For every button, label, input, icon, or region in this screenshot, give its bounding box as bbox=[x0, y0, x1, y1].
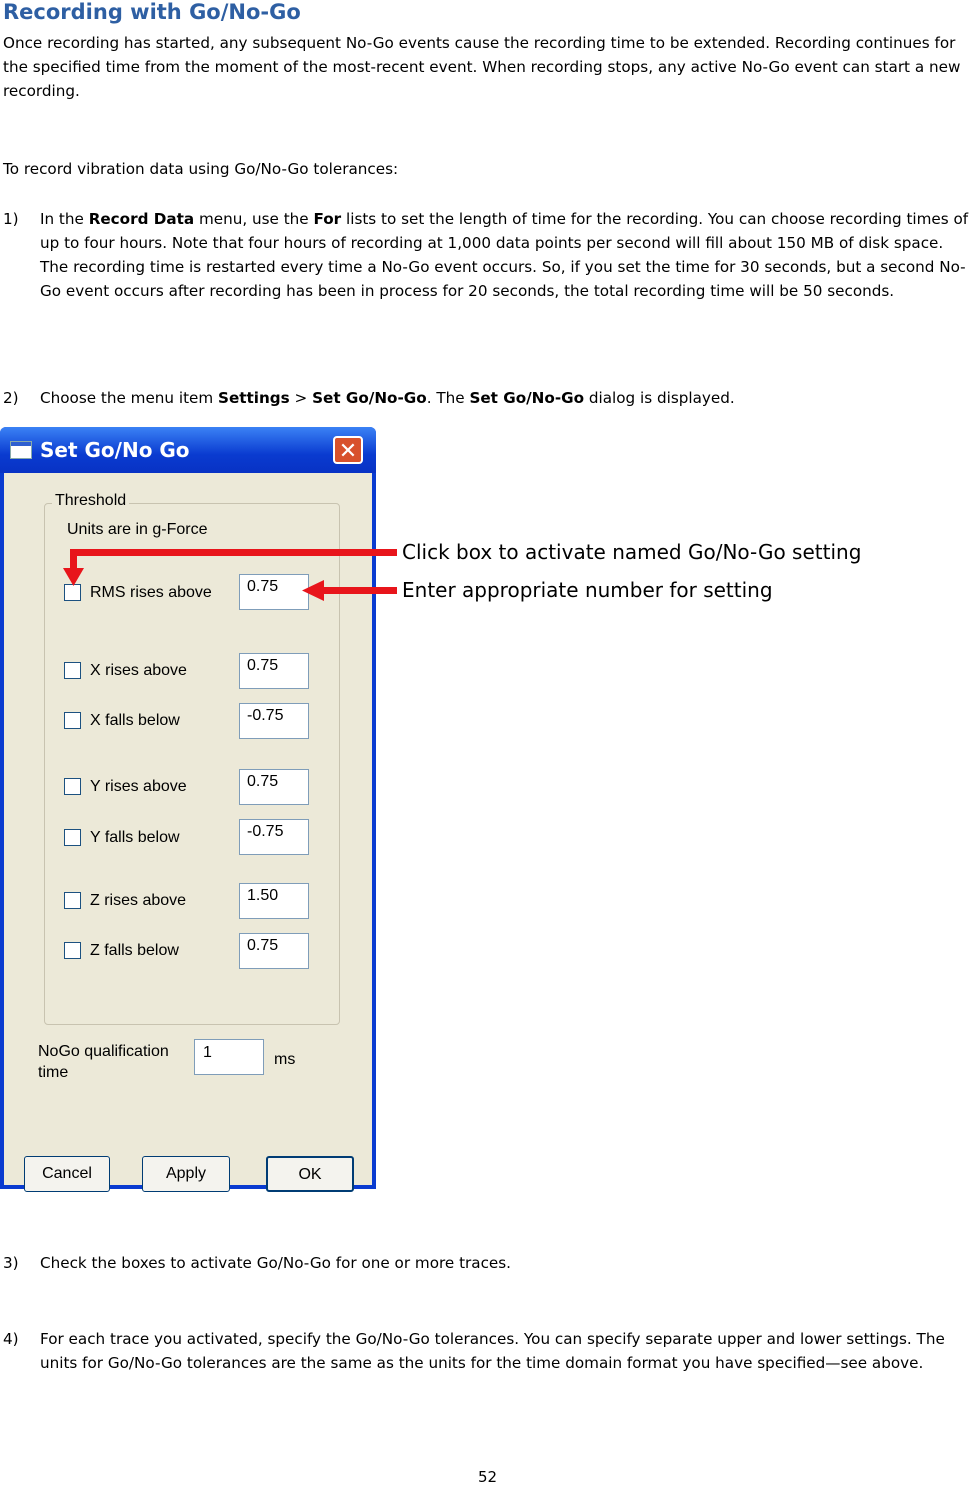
y-falls-checkbox[interactable] bbox=[64, 829, 81, 846]
nogo-qualification-label: NoGo qualification time bbox=[38, 1043, 169, 1081]
x-falls-label: X falls below bbox=[90, 712, 180, 729]
x-rises-label: X rises above bbox=[90, 662, 187, 679]
step-text: Check the boxes to activate Go/No-Go for one or more traces. bbox=[40, 1254, 512, 1272]
y-falls-label: Y falls below bbox=[90, 829, 180, 846]
arrow-head-left-icon bbox=[302, 580, 324, 601]
step-number: 3) bbox=[3, 1254, 19, 1272]
checkbox-callout-arrow bbox=[70, 549, 397, 556]
y-rises-label: Y rises above bbox=[90, 778, 187, 795]
dialog-title: Set Go/No Go bbox=[40, 438, 190, 462]
set-go-no-go-dialog bbox=[0, 427, 376, 1189]
z-rises-input[interactable]: 1.50 bbox=[239, 883, 309, 919]
z-falls-input[interactable]: 0.75 bbox=[239, 933, 309, 969]
threshold-group-label: Threshold bbox=[52, 492, 129, 510]
number-callout-text: Enter appropriate number for setting bbox=[402, 578, 773, 602]
page-number: 52 bbox=[477, 1468, 498, 1486]
rms-rises-label: RMS rises above bbox=[90, 584, 212, 601]
y-rises-input[interactable]: 0.75 bbox=[239, 769, 309, 805]
step-text: For each trace you activated, specify the Go/No-Go tolerances. You can specify separate upper and lower settings. The units for Go/No-Go tolerances are the same as the units for the time domain format you have specified—see above. bbox=[40, 1330, 945, 1372]
step-number: 4) bbox=[3, 1330, 19, 1348]
close-icon[interactable]: ✕ bbox=[333, 436, 363, 464]
rms-rises-checkbox[interactable] bbox=[64, 584, 81, 601]
step-text: In the Record Data menu, use the For lists to set the length of time for the recording. You can choose recording times of up to four hours. Note that four hours of recording at 1,000 data points per second will fill about 150 MB of disk space. The recording time is restarted every time a No-Go event occurs. So, if you set the time for 30 seconds, but a second No-Go event occurs after recording has been in process for 20 seconds, the total recording time will be 50 seconds. bbox=[40, 210, 969, 300]
cancel-button[interactable]: Cancel bbox=[24, 1156, 110, 1192]
rms-rises-input[interactable]: 0.75 bbox=[239, 574, 309, 610]
ok-button[interactable]: OK bbox=[266, 1156, 354, 1192]
z-rises-checkbox[interactable] bbox=[64, 892, 81, 909]
step-text: Choose the menu item Settings > Set Go/No-Go. The Set Go/No-Go dialog is displayed. bbox=[40, 389, 735, 407]
ms-unit-label: ms bbox=[274, 1051, 296, 1068]
checkbox-callout-text: Click box to activate named Go/No-Go setting bbox=[402, 540, 862, 564]
window-icon bbox=[10, 441, 32, 459]
y-rises-checkbox[interactable] bbox=[64, 778, 81, 795]
arrow-head-down-icon bbox=[63, 568, 84, 586]
dialog-titlebar bbox=[0, 427, 376, 473]
x-rises-input[interactable]: 0.75 bbox=[239, 653, 309, 689]
units-label: Units are in g-Force bbox=[67, 521, 208, 538]
step-number: 1) bbox=[3, 210, 19, 228]
y-falls-input[interactable]: -0.75 bbox=[239, 819, 309, 855]
z-falls-label: Z falls below bbox=[90, 942, 179, 959]
x-falls-input[interactable]: -0.75 bbox=[239, 703, 309, 739]
step-number: 2) bbox=[3, 389, 19, 407]
z-rises-label: Z rises above bbox=[90, 892, 187, 909]
nogo-qualification-input[interactable]: 1 bbox=[194, 1039, 264, 1075]
x-rises-checkbox[interactable] bbox=[64, 662, 81, 679]
x-falls-checkbox[interactable] bbox=[64, 712, 81, 729]
number-callout-arrow bbox=[322, 587, 397, 594]
lead-paragraph: To record vibration data using Go/No-Go tolerances: bbox=[3, 160, 399, 178]
apply-button[interactable]: Apply bbox=[142, 1156, 230, 1192]
section-heading: Recording with Go/No-Go bbox=[3, 0, 301, 24]
intro-paragraph: Once recording has started, any subsequent No-Go events cause the recording time to be extended. Recording continues for the specified time from the moment of the most-recent event. When recording stops, any active No-Go event can start a new recording. bbox=[3, 34, 961, 100]
z-falls-checkbox[interactable] bbox=[64, 942, 81, 959]
